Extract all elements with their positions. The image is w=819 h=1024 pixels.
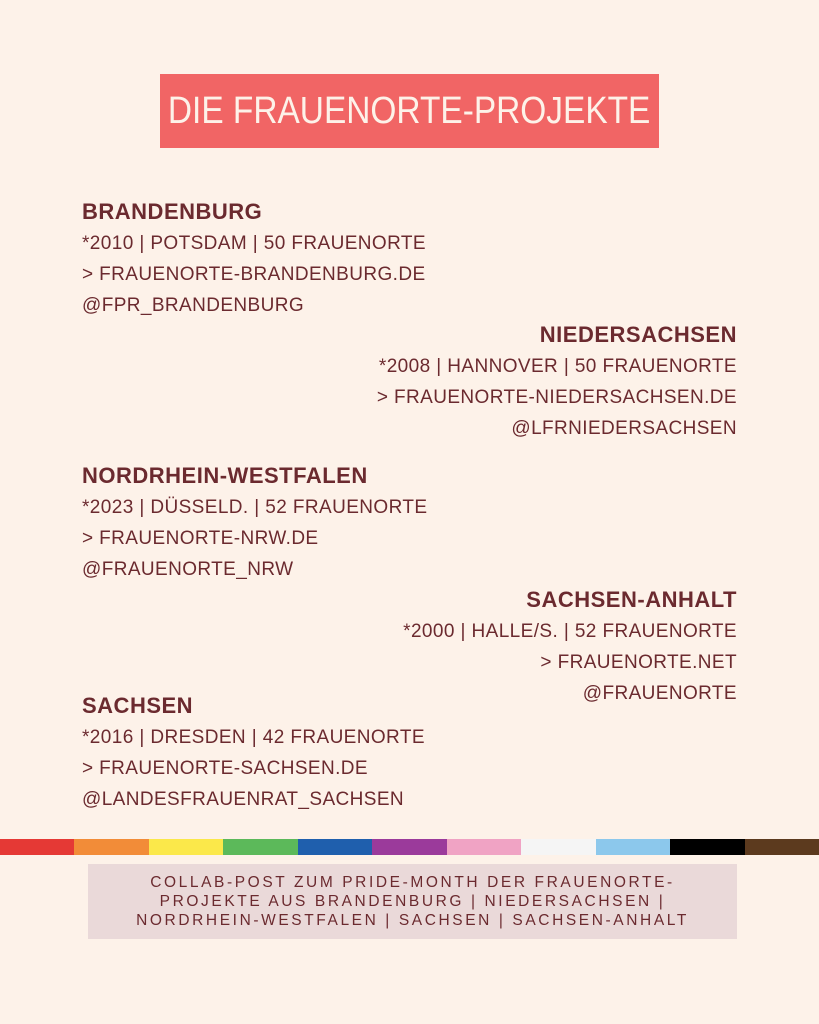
- project-handle[interactable]: @LFRNIEDERSACHSEN: [511, 418, 737, 439]
- pride-stripe-segment: [149, 839, 223, 855]
- project-website[interactable]: > FRAUENORTE.NET: [540, 652, 737, 673]
- project-niedersachsen: [82, 320, 737, 444]
- project-website[interactable]: > FRAUENORTE-NIEDERSACHSEN.DE: [376, 387, 737, 408]
- project-website[interactable]: > FRAUENORTE-SACHSEN.DE: [82, 758, 368, 779]
- project-website[interactable]: > FRAUENORTE-NRW.DE: [82, 528, 319, 549]
- project-info: *2016 | DRESDEN | 42 FRAUENORTE: [82, 727, 425, 748]
- project-name: NIEDERSACHSEN: [539, 322, 737, 347]
- pride-stripe-segment: [521, 839, 595, 855]
- pride-stripe-segment: [0, 839, 74, 855]
- project-info: *2008 | HANNOVER | 50 FRAUENORTE: [378, 356, 737, 377]
- project-website[interactable]: > FRAUENORTE-BRANDENBURG.DE: [82, 264, 426, 285]
- pride-stripe-segment: [596, 839, 670, 855]
- project-nrw: [82, 461, 737, 585]
- project-name: NORDRHEIN-WESTFALEN: [82, 463, 368, 488]
- project-handle[interactable]: @LANDESFRAUENRAT_SACHSEN: [82, 789, 405, 810]
- project-name: SACHSEN-ANHALT: [526, 587, 737, 612]
- project-handle[interactable]: @FPR_BRANDENBURG: [82, 295, 305, 316]
- pride-flag-stripe: [0, 839, 819, 855]
- pride-stripe-segment: [745, 839, 819, 855]
- project-handle[interactable]: @FRAUENORTE: [582, 683, 737, 704]
- pride-stripe-segment: [223, 839, 297, 855]
- footer-line: COLLAB-POST ZUM PRIDE-MONTH DER FRAUENORTE-: [150, 874, 675, 891]
- project-handle[interactable]: @FRAUENORTE_NRW: [82, 559, 294, 580]
- footer-note: [88, 864, 737, 939]
- project-info: *2023 | DÜSSELD. | 52 FRAUENORTE: [82, 497, 428, 518]
- project-info: *2010 | POTSDAM | 50 FRAUENORTE: [82, 233, 426, 254]
- pride-stripe-segment: [372, 839, 446, 855]
- project-sachsen: [82, 691, 737, 815]
- pride-stripe-segment: [298, 839, 372, 855]
- footer-line: NORDRHEIN-WESTFALEN | SACHSEN | SACHSEN-ANHALT: [136, 912, 689, 929]
- project-name: SACHSEN: [82, 693, 194, 718]
- project-name: BRANDENBURG: [82, 199, 263, 224]
- title-banner: [160, 74, 659, 148]
- project-brandenburg: [82, 197, 737, 321]
- page-title: DIE FRAUENORTE-PROJEKTE: [168, 89, 651, 132]
- pride-stripe-segment: [670, 839, 744, 855]
- footer-line: PROJEKTE AUS BRANDENBURG | NIEDERSACHSEN |: [159, 893, 666, 910]
- project-info: *2000 | HALLE/S. | 52 FRAUENORTE: [403, 621, 737, 642]
- pride-stripe-segment: [447, 839, 521, 855]
- pride-stripe-segment: [74, 839, 148, 855]
